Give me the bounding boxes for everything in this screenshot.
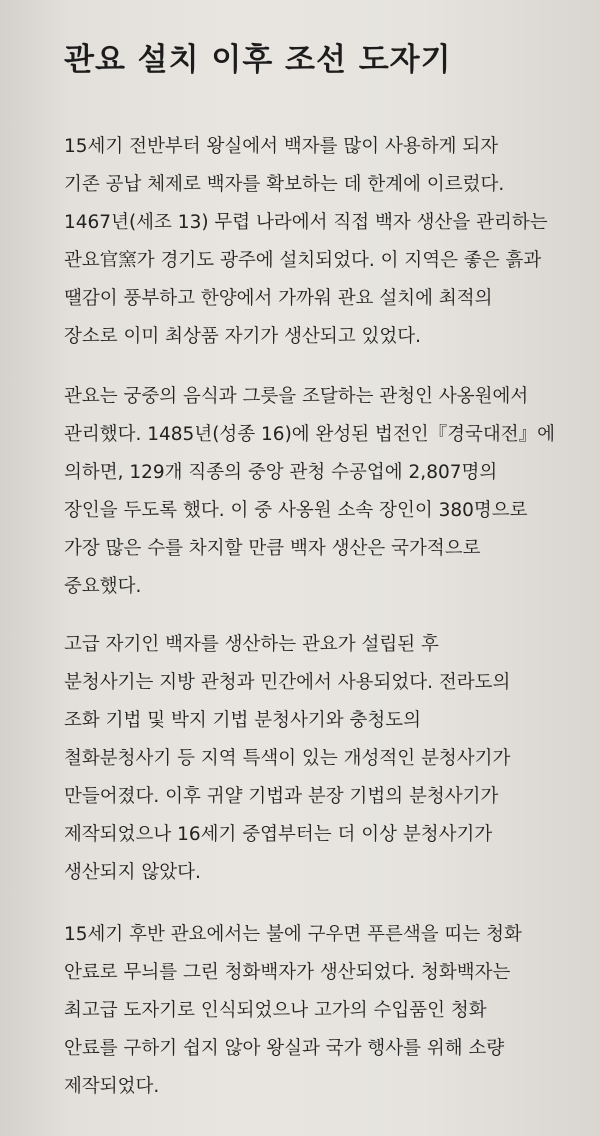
paragraph-line: 15세기 후반 관요에서는 불에 구우면 푸른색을 띠는 청화 bbox=[64, 924, 522, 945]
paragraph-line: 가장 많은 수를 차지할 만큼 백자 생산은 국가적으로 bbox=[64, 538, 481, 559]
paragraph-line: 관요는 궁중의 음식과 그릇을 조달하는 관청인 사옹원에서 bbox=[64, 386, 529, 407]
paragraph-line: 15세기 전반부터 왕실에서 백자를 많이 사용하게 되자 bbox=[64, 136, 499, 157]
paragraph-line: 제작되었다. bbox=[64, 1076, 160, 1097]
paragraph-line: 관요官窯가 경기도 광주에 설치되었다. 이 지역은 좋은 흙과 bbox=[64, 250, 542, 271]
paragraph-line: 장소로 이미 최상품 자기가 생산되고 있었다. bbox=[64, 326, 421, 347]
paragraph-line: 안료를 구하기 쉽지 않아 왕실과 국가 행사를 위해 소량 bbox=[64, 1038, 505, 1059]
paragraph-line: 제작되었으나 16세기 중엽부터는 더 이상 분청사기가 bbox=[64, 824, 493, 845]
paragraph-3 bbox=[64, 626, 584, 892]
paragraph-line: 장인을 두도록 했다. 이 중 사옹원 소속 장인이 380명으로 bbox=[64, 500, 528, 521]
paragraph-line: 철화분청사기 등 지역 특색이 있는 개성적인 분청사기가 bbox=[64, 748, 511, 769]
paragraph-line: 기존 공납 체제로 백자를 확보하는 데 한계에 이르렀다. bbox=[64, 174, 505, 195]
paragraph-line: 최고급 도자기로 인식되었으나 고가의 수입품인 청화 bbox=[64, 1000, 487, 1021]
paragraph-line: 안료로 무늬를 그린 청화백자가 생산되었다. 청화백자는 bbox=[64, 962, 511, 983]
panel-title: 관요 설치 이후 조선 도자기 bbox=[64, 42, 452, 78]
paragraph-4 bbox=[64, 916, 584, 1106]
paragraph-line: 분청사기는 지방 관청과 민간에서 사용되었다. 전라도의 bbox=[64, 672, 511, 693]
paragraph-line: 고급 자기인 백자를 생산하는 관요가 설립된 후 bbox=[64, 634, 439, 655]
paragraph-line: 1467년(세조 13) 무렵 나라에서 직접 백자 생산을 관리하는 bbox=[64, 212, 548, 233]
paragraph-line: 만들어졌다. 이후 귀얄 기법과 분장 기법의 분청사기가 bbox=[64, 786, 499, 807]
paragraph-1 bbox=[64, 128, 584, 356]
paragraph-line: 관리했다. 1485년(성종 16)에 완성된 법전인『경국대전』에 bbox=[64, 424, 556, 445]
paragraph-2 bbox=[64, 378, 584, 606]
paragraph-line: 중요했다. bbox=[64, 576, 142, 597]
paragraph-line: 땔감이 풍부하고 한양에서 가까워 관요 설치에 최적의 bbox=[64, 288, 493, 309]
paragraph-line: 조화 기법 및 박지 기법 분청사기와 충청도의 bbox=[64, 710, 421, 731]
paragraph-line: 생산되지 않았다. bbox=[64, 862, 201, 883]
paragraph-line: 의하면, 129개 직종의 중앙 관청 수공업에 2,807명의 bbox=[64, 462, 498, 483]
